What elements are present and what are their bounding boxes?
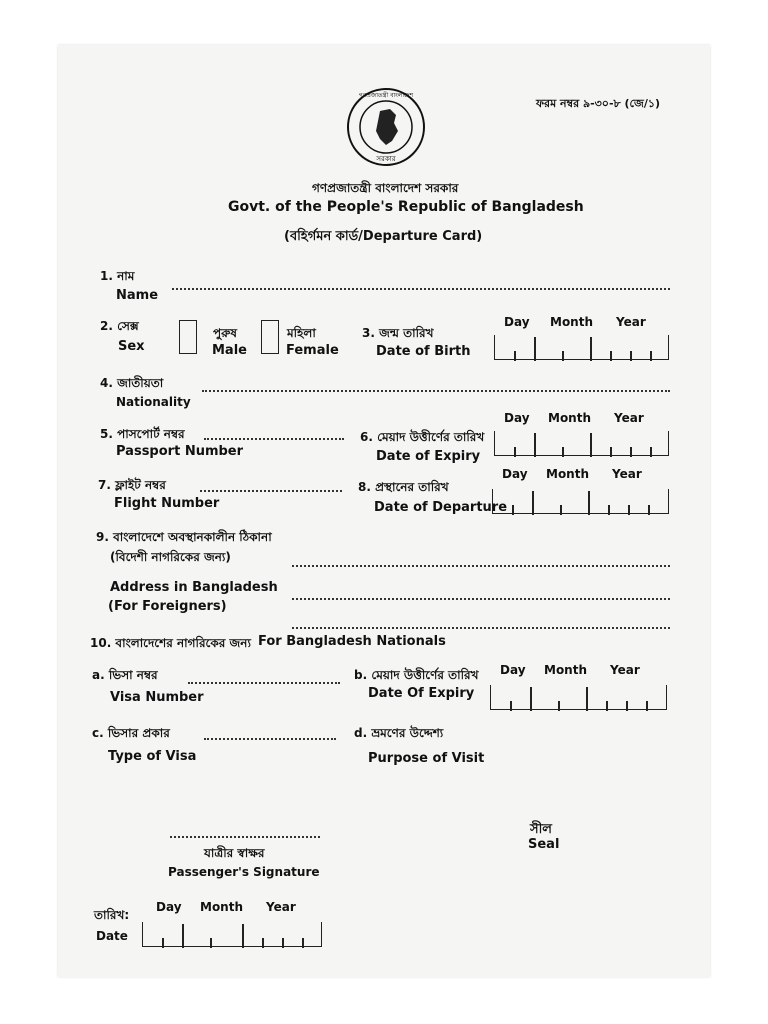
visa-number-field[interactable] <box>188 682 340 684</box>
male-checkbox[interactable] <box>179 320 197 354</box>
visa-number-label-bn: a. ভিসা নম্বর <box>92 668 158 682</box>
visa-expiry-label-bn: b. মেয়াদ উত্তীর্ণের তারিখ <box>354 668 479 682</box>
nationality-field[interactable] <box>202 390 670 392</box>
visa-expiry-year-label: Year <box>610 663 640 677</box>
female-label-en: Female <box>286 343 339 358</box>
purpose-label-bn: d. ভ্রমণের উদ্দেশ্য <box>354 726 444 740</box>
card-title: (বহির্গমন কার্ড/Departure Card) <box>284 229 483 244</box>
passport-field[interactable] <box>204 438 344 440</box>
dob-label-bn: 3. জন্ম তারিখ <box>362 326 434 340</box>
form-number: ফরম নম্বর ৯-৩০-৮ (জে/১) <box>536 97 661 110</box>
passenger-day-label: Day <box>156 900 182 914</box>
address-field-line-1[interactable] <box>292 565 670 567</box>
passenger-year-label: Year <box>266 900 296 914</box>
dob-date-box[interactable] <box>494 315 670 361</box>
seal-label-bn: সীল <box>530 822 552 837</box>
male-label-en: Male <box>212 343 247 358</box>
departure-year-label: Year <box>612 467 642 481</box>
visa-expiry-month-label: Month <box>544 663 588 677</box>
passport-label-bn: 5. পাসপোর্ট নম্বর <box>100 427 185 441</box>
nationality-label-en: Nationality <box>116 395 191 409</box>
flight-field[interactable] <box>200 490 342 492</box>
name-label-bn: 1. নাম <box>100 269 135 283</box>
visa-expiry-date-box[interactable] <box>490 663 668 711</box>
passenger-date-box[interactable] <box>142 900 324 948</box>
flight-label-bn: 7. ফ্লাইট নম্বর <box>98 478 166 492</box>
sex-label-bn: 2. সেক্স <box>100 319 139 333</box>
sex-label-en: Sex <box>118 339 145 354</box>
seal-text-bottom: সরকার <box>376 155 396 163</box>
expiry-label-bn: 6. মেয়াদ উত্তীর্ণের তারিখ <box>360 430 485 444</box>
address-label-bn: 9. বাংলাদেশে অবস্থানকালীন ঠিকানা <box>96 530 272 544</box>
expiry-year-label: Year <box>614 411 644 425</box>
passport-label-en: Passport Number <box>116 444 244 459</box>
seal-text-top: গণপ্রজাতন্ত্রী বাংলাদেশ <box>358 92 414 99</box>
visa-type-label-bn: c. ভিসার প্রকার <box>92 726 170 740</box>
dob-label-en: Date of Birth <box>376 344 471 359</box>
signature-label-bn: যাত্রীর স্বাক্ষর <box>204 846 265 860</box>
address-label-bn-2: (বিদেশী নাগরিকের জন্য) <box>110 550 231 564</box>
expiry-label-en: Date of Expiry <box>376 449 481 464</box>
departure-month-label: Month <box>546 467 590 481</box>
female-label-bn: মহিলা <box>287 326 316 340</box>
nationals-label-bn: 10. বাংলাদেশের নাগরিকের জন্য <box>90 636 251 650</box>
expiry-date-box[interactable] <box>494 411 670 457</box>
government-seal <box>346 87 426 167</box>
departure-label-en: Date of Departure <box>374 500 508 515</box>
departure-card <box>58 45 710 977</box>
header-en-govt: Govt. of the People's Republic of Bangladesh <box>228 199 584 215</box>
signature-label-en: Passenger's Signature <box>168 865 320 879</box>
signature-field[interactable] <box>170 836 320 838</box>
male-label-bn: পুরুষ <box>213 326 237 340</box>
dob-month-label: Month <box>550 315 594 329</box>
visa-number-label-en: Visa Number <box>110 690 204 705</box>
address-field-line-2[interactable] <box>292 598 670 600</box>
expiry-month-label: Month <box>548 411 592 425</box>
seal-emblem-icon <box>346 87 426 167</box>
address-label-en-2: (For Foreigners) <box>108 599 227 614</box>
purpose-label-en: Purpose of Visit <box>368 751 485 766</box>
passenger-month-label: Month <box>200 900 244 914</box>
address-field-line-3[interactable] <box>292 627 670 629</box>
visa-expiry-day-label: Day <box>500 663 526 677</box>
departure-label-bn: 8. প্রস্থানের তারিখ <box>358 480 449 494</box>
visa-expiry-label-en: Date Of Expiry <box>368 686 475 701</box>
dob-day-label: Day <box>504 315 530 329</box>
visa-type-label-en: Type of Visa <box>108 749 197 764</box>
female-checkbox[interactable] <box>261 320 279 354</box>
name-field[interactable] <box>172 288 670 290</box>
nationals-label-en: For Bangladesh Nationals <box>258 634 446 649</box>
name-label-en: Name <box>116 288 159 303</box>
expiry-day-label: Day <box>504 411 530 425</box>
address-label-en: Address in Bangladesh <box>110 580 278 595</box>
header-bn-govt: গণপ্রজাতন্ত্রী বাংলাদেশ সরকার <box>312 181 459 195</box>
departure-date-box[interactable] <box>492 467 670 515</box>
date-label-en: Date <box>96 929 128 943</box>
date-label-bn: তারিখ: <box>94 908 130 922</box>
dob-year-label: Year <box>616 315 646 329</box>
seal-label-en: Seal <box>528 837 560 852</box>
nationality-label-bn: 4. জাতীয়তা <box>100 376 164 390</box>
flight-label-en: Flight Number <box>114 496 220 511</box>
visa-type-field[interactable] <box>204 738 336 740</box>
departure-day-label: Day <box>502 467 528 481</box>
